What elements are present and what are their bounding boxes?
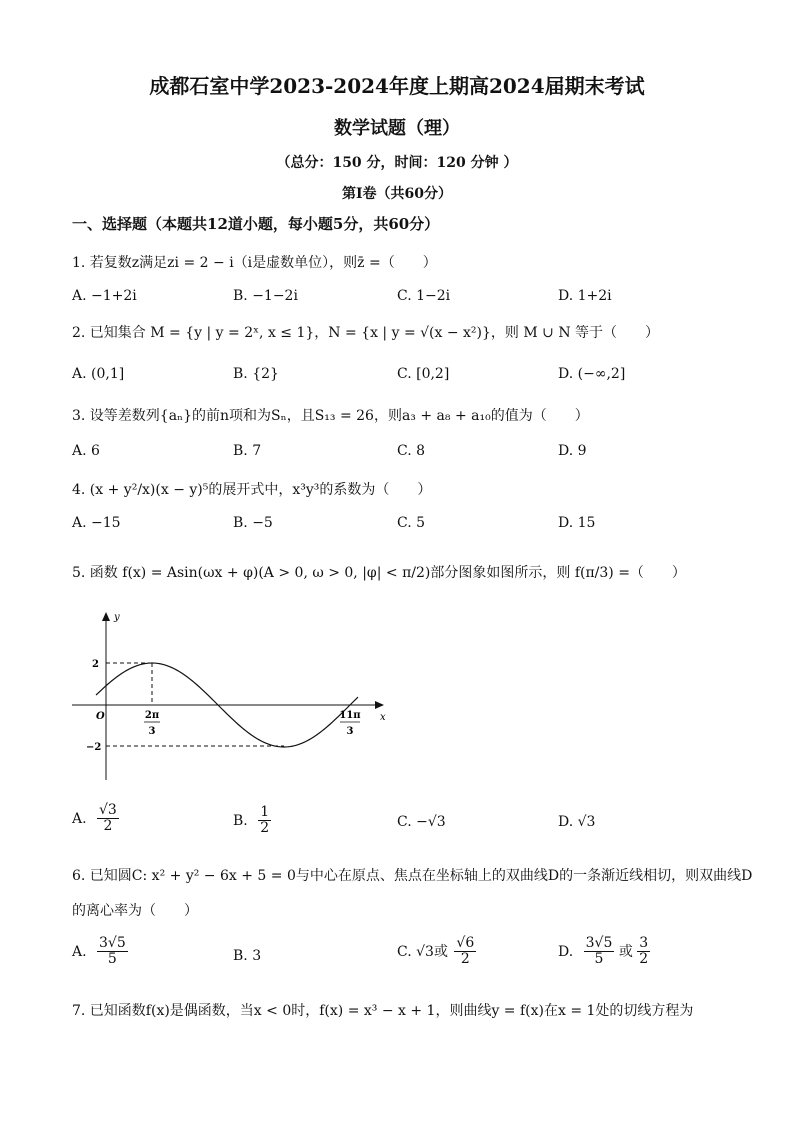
- section-heading: 一、选择题（本题共12道小题，每小题5分，共60分）: [72, 215, 440, 233]
- q3-option-b: B. 7: [233, 443, 262, 459]
- q1-option-d: D. 1+2i: [558, 288, 612, 304]
- q5-option-b-num: 1: [260, 804, 270, 820]
- q4-option-b: B. −5: [233, 515, 273, 531]
- q6-option-d-num2: 3: [639, 935, 649, 951]
- question-2-stem: 2. 已知集合 M = {y | y = 2ˣ, x ≤ 1}，N = {x | y = √(x − x²)}，则 M ∪ N 等于（ ）: [72, 325, 660, 341]
- q6-option-c-num: √6: [456, 935, 475, 951]
- q6-option-a-num: 3√5: [99, 935, 126, 951]
- question-6-stem-line2: 的离心率为（ ）: [72, 903, 198, 919]
- q2-option-d: D. (−∞,2]: [558, 366, 626, 382]
- q3-option-c: C. 8: [397, 443, 426, 459]
- q3-option-a: A. 6: [72, 443, 100, 459]
- q6-option-d-fraction2: [637, 936, 650, 968]
- q2-option-c: C. [0,2]: [397, 366, 450, 382]
- x-zero-num: 11π: [339, 710, 361, 721]
- y-min-label: −2: [86, 742, 102, 753]
- q6-option-c: [397, 936, 476, 968]
- sine-graph: [66, 608, 396, 788]
- q5-option-a-fraction: [97, 803, 119, 835]
- q6-option-a-label: A.: [72, 943, 87, 960]
- q5-option-d: D. √3: [558, 814, 596, 830]
- question-3-stem: 3. 设等差数列{aₙ}的前n项和为Sₙ，且S₁₃ = 26，则a₃ + a₈ + a₁₀的值为（ ）: [72, 408, 589, 424]
- y-max-label: 2: [92, 659, 99, 670]
- q6-option-d-fraction1: [584, 936, 615, 968]
- question-7-stem: 7. 已知函数f(x)是偶函数，当x < 0时，f(x) = x³ − x + 1，则曲线y = f(x)在x = 1处的切线方程为: [72, 1003, 694, 1019]
- q2-option-b: B. {2}: [233, 366, 279, 382]
- y-axis-label: y: [114, 612, 120, 623]
- x-zero-den: 3: [346, 726, 354, 737]
- q6-option-d-label: D.: [558, 943, 574, 960]
- x-peak-num: 2π: [144, 710, 160, 721]
- question-5-stem: 5. 函数 f(x) = Asin(ωx + φ)(A > 0, ω > 0, |φ| < π/2)部分图象如图所示，则 f(π/3) =（ ）: [72, 565, 686, 581]
- q6-option-c-fraction: [454, 936, 476, 968]
- q4-option-d: D. 15: [558, 515, 596, 531]
- q1-option-b: B. −1−2i: [233, 288, 298, 304]
- x-axis-arrow: [375, 701, 384, 709]
- q6-option-c-label: C. √3或: [397, 943, 448, 960]
- q5-option-b-fraction: [258, 805, 271, 837]
- q5-option-a-label: A.: [72, 810, 87, 827]
- question-6-stem-line1: 6. 已知圆C: x² + y² − 6x + 5 = 0与中心在原点、焦点在坐标轴上的双曲线D的一条渐近线相切，则双曲线D: [72, 868, 753, 884]
- q6-option-b: B. 3: [233, 948, 262, 964]
- exam-subtitle: 数学试题（理）: [334, 118, 460, 139]
- question-4-stem: 4. (x + y²/x)(x − y)⁵的展开式中，x³y³的系数为（ ）: [72, 482, 432, 498]
- x-axis-label: x: [380, 712, 386, 723]
- q1-option-a: A. −1+2i: [72, 288, 137, 304]
- q3-option-d: D. 9: [558, 443, 587, 459]
- q5-option-a-num: √3: [99, 802, 117, 818]
- q6-option-d-den2: 2: [639, 951, 649, 968]
- question-1-stem: 1. 若复数z满足zi = 2 − i（i是虚数单位），则z̄ =（ ）: [72, 255, 437, 271]
- q4-option-a: A. −15: [72, 515, 121, 531]
- q6-option-a-den: 5: [107, 951, 117, 968]
- q5-option-c: C. −√3: [397, 814, 446, 830]
- q6-option-d: [558, 936, 650, 968]
- volume-label: 第Ⅰ卷（共60分）: [341, 186, 453, 202]
- exam-info: （总分：150 分，时间：120 分钟 ）: [276, 155, 518, 171]
- q6-option-d-or: 或: [618, 943, 633, 960]
- q6-option-a-fraction: [97, 936, 128, 968]
- q4-option-c: C. 5: [397, 515, 426, 531]
- q5-option-a-den: 2: [103, 818, 113, 835]
- y-axis-arrow: [102, 612, 110, 621]
- exam-title: 成都石室中学2023-2024年度上期高2024届期末考试: [149, 74, 645, 98]
- q6-option-c-den: 2: [460, 951, 470, 968]
- x-peak-den: 3: [148, 726, 156, 737]
- q5-option-b-label: B.: [233, 812, 248, 829]
- q5-option-b: [233, 805, 271, 837]
- q5-option-a: [72, 803, 119, 835]
- q1-option-c: C. 1−2i: [397, 288, 451, 304]
- q6-option-d-num1: 3√5: [585, 935, 613, 951]
- q6-option-a: [72, 936, 128, 968]
- q6-option-d-den1: 5: [594, 951, 604, 968]
- q5-option-b-den: 2: [260, 820, 270, 837]
- origin-label: O: [96, 711, 105, 722]
- q2-option-a: A. (0,1]: [72, 366, 125, 382]
